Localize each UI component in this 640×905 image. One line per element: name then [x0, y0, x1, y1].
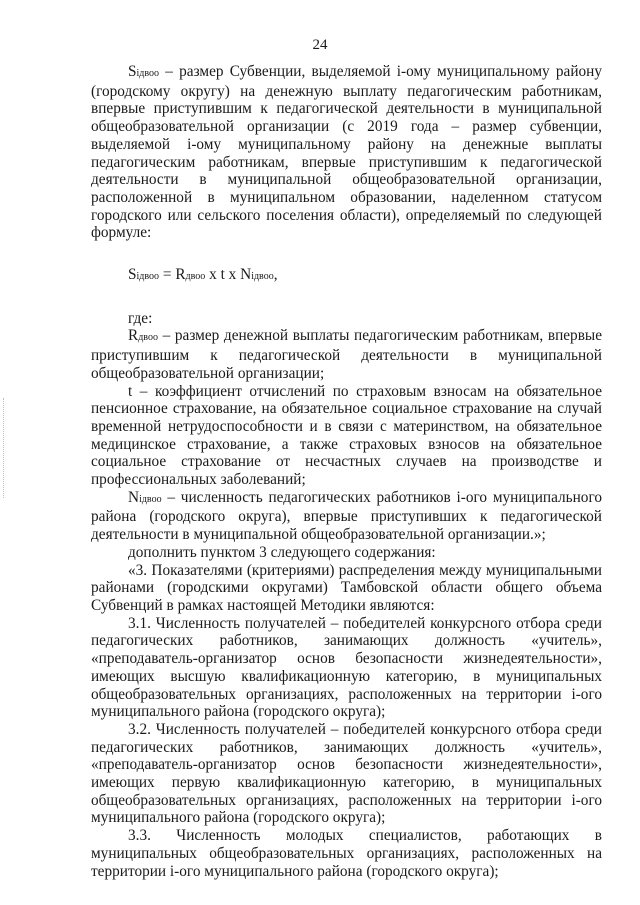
page-number: 24 — [312, 37, 328, 53]
subscript-text: iдвоо — [136, 68, 160, 79]
subscript-text: двоо — [185, 271, 206, 283]
text-run: – численность педагогических работников i-ого муниципального района (городского округа), впервые приступивших к педагогической деятельности в муниципальной общеобразовательной организации.»; — [91, 488, 602, 544]
paragraph-p2 — [91, 327, 602, 382]
text-run: дополнить пунктом 3 следующего содержания: — [128, 543, 436, 561]
text-run: x t x N — [205, 266, 252, 284]
paragraph-p9 — [91, 827, 602, 880]
subscript-text: двоо — [138, 332, 158, 344]
paragraph-p6 — [91, 562, 602, 615]
text-run: 3.3. Численность молодых специалистов, работающих в муниципальных общеобразовательных организациях, расположенных на территории i-ого муниципального района (городского округа); — [91, 827, 602, 880]
paragraph-p3 — [91, 383, 602, 489]
text-run: t – коэффициент отчислений по страховым взносам на обязательное пенсионное страхование, на обязательное социальное страхование на случай временной нетрудоспособности и в связи с материнством, на обязательное медицинское страхование, а также страховых взносов на обязательное социальное страхование от несчастных случаев на производстве и профессиональных заболеваний; — [91, 382, 602, 489]
text-run: – размер Субвенции, выделяемой i-ому муниципальному району (городскому округу) на денежную выплату педагогическим работникам, впервые приступившим к педагогической деятельности в муниципальной общеобразовательной организации (с 2019 года – размер субвенции, выделяемой i-ому муниципальному району на денежные выплаты педагогическим работникам, впервые приступившим к педагогической деятельности в муниципальной общеобразовательной организации, расположенной в муниципальном образовании, наделенном статусом городского или сельского поселения области), определяемый по следующей формуле: — [91, 63, 602, 242]
paragraph-p5 — [91, 544, 602, 562]
text-run: R — [128, 327, 139, 345]
text-run: N — [128, 488, 140, 506]
text-run: S — [128, 63, 137, 80]
text-run: где: — [128, 309, 153, 327]
text-run: 3.2. Численность получателей – победителей конкурсного отбора среди педагогических работников, занимающих должность «учитель», «преподаватель-организатор основ безопасности жизнедеятельности», имеющих первую квалификационную категорию, в муниципальных общеобразовательных организациях, расположенных на территории i-ого муниципального района (городского округа); — [91, 720, 602, 827]
margin-mark — [3, 398, 6, 498]
document-body — [91, 63, 602, 880]
paragraph-p8 — [91, 721, 602, 827]
subscript-text: iдвоо — [139, 493, 162, 505]
formula — [128, 266, 602, 286]
text-run: , — [273, 266, 278, 284]
text-run: 3.1. Численность получателей – победителей конкурсного отбора среди педагогических работников, занимающих должность «учитель», «преподаватель-организатор основ безопасности жизнедеятельности», имеющих высшую квалификационную категорию, в муниципальных общеобразовательных организациях, расположенных на территории i-ого муниципального района (городского округа); — [91, 614, 602, 721]
text-run: – размер денежной выплаты педагогическим работникам, впервые приступившим к педагогической деятельности в муниципальной общеобразовательной организации; — [91, 327, 602, 382]
subscript-text: iдвоо — [251, 271, 274, 283]
text-run: «3. Показателями (критериями) распределения между муниципальными районами (городскими округами) Тамбовской области общего объема Субвенций в рамках настоящей Методики являются: — [91, 561, 602, 614]
text-run: S — [128, 266, 137, 284]
paragraph-p4 — [91, 489, 602, 544]
paragraph-p1 — [91, 63, 602, 242]
where-label — [128, 310, 602, 328]
text-run: = R — [159, 266, 186, 284]
paragraph-p7 — [91, 615, 602, 721]
subscript-text: iдвоо — [136, 271, 160, 283]
